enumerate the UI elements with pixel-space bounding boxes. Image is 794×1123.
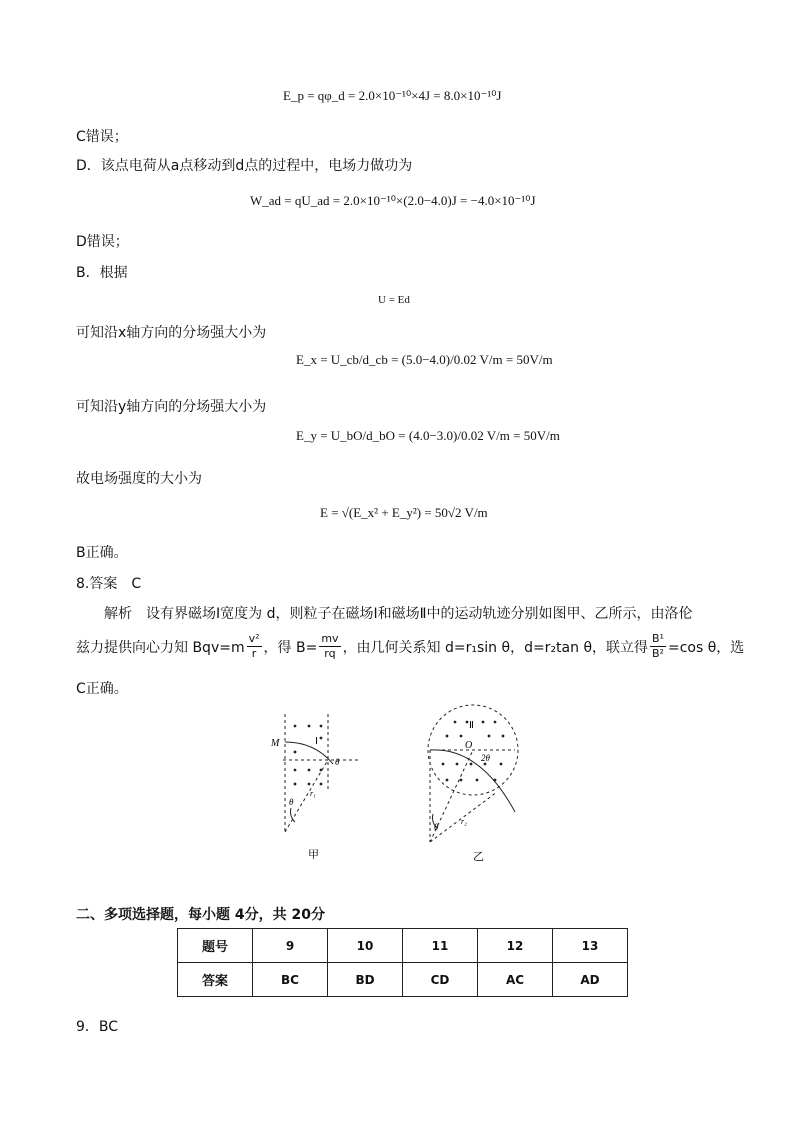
fraction-numerator: v²	[248, 632, 260, 645]
q8-analysis-line3: C正确。	[76, 681, 128, 697]
equation-e: E = √(E_x² + E_y²) = 50√2 V/m	[320, 505, 488, 520]
q8-answer: 8.答案 C	[76, 576, 142, 592]
label-theta: θ	[289, 797, 294, 807]
q8-analysis-line2	[76, 632, 744, 661]
table-cell: CD	[403, 963, 478, 997]
fraction-denominator: rq	[324, 647, 336, 660]
label-field-ii: Ⅱ	[469, 720, 474, 731]
table-cell: 9	[253, 929, 328, 963]
table-cell: BC	[253, 963, 328, 997]
table-cell: BD	[328, 963, 403, 997]
equation-ey: E_y = U_bO/d_bO = (4.0−3.0)/0.02 V/m = 50V/m	[296, 428, 560, 443]
q9-text: 9．BC	[76, 1019, 119, 1035]
table-header-cell: 题号	[178, 929, 253, 963]
analysis-text: ，得 B=	[263, 639, 318, 656]
c-wrong-text: C错误；	[76, 129, 128, 145]
x-intro-text: 可知沿x轴方向的分场强大小为	[76, 325, 267, 341]
fraction-v2-r	[247, 632, 262, 661]
equation-ex: E_x = U_cb/d_cb = (5.0−4.0)/0.02 V/m = 50V/m	[296, 352, 553, 367]
fraction-numerator: mv	[321, 632, 339, 645]
figure-yi	[425, 702, 535, 864]
analysis-text: ，由几何关系知 d=r₁sin θ，d=r₂tan θ，联立得	[342, 639, 649, 656]
table-cell: 10	[328, 929, 403, 963]
analysis-text: 兹力提供向心力知 Bqv=m	[76, 639, 245, 656]
figure-caption-jia: 甲	[308, 848, 319, 861]
equation-text: W_ad = qU_ad = 2.0×10⁻¹⁰×(2.0−4.0)J = −4.0×10⁻¹⁰J	[250, 193, 536, 208]
analysis-text: =cos θ，选	[667, 639, 745, 656]
label-2theta: 2θ	[481, 753, 490, 763]
label-m: M	[271, 738, 280, 749]
figure-caption-yi: 乙	[473, 850, 484, 863]
label-theta: θ	[335, 757, 340, 767]
b-right-text: B正确。	[76, 545, 128, 561]
fraction-b1-b2	[650, 632, 666, 661]
section-2-title: 二、多项选择题，每小题 4分，共 20分	[76, 907, 325, 923]
y-intro-text: 可知沿y轴方向的分场强大小为	[76, 399, 267, 415]
table-cell: 13	[553, 929, 628, 963]
label-theta: θ	[434, 822, 439, 832]
table-cell: 12	[478, 929, 553, 963]
q8-analysis-line1: 解析 设有界磁场Ⅰ宽度为 d，则粒子在磁场Ⅰ和磁场Ⅱ中的运动轨迹分别如图甲、乙所示，由洛伦	[104, 606, 693, 622]
equation-text: E_p = qφ_d = 2.0×10⁻¹⁰×4J = 8.0×10⁻¹⁰J	[283, 88, 502, 103]
figure-jia	[255, 712, 375, 862]
fraction-denominator: r	[251, 647, 257, 660]
table-cell: 11	[403, 929, 478, 963]
answer-table	[177, 928, 628, 997]
d-intro-text: D．该点电荷从a点移动到d点的过程中，电场力做功为	[76, 158, 413, 174]
label-r2: r₂	[461, 817, 467, 826]
table-row	[178, 929, 628, 963]
equation-potential-energy	[283, 88, 502, 104]
equation-work	[250, 193, 536, 209]
table-cell: AC	[478, 963, 553, 997]
table-header-cell: 答案	[178, 963, 253, 997]
b-intro-text: B．根据	[76, 265, 128, 281]
e-intro-text: 故电场强度的大小为	[76, 471, 202, 487]
table-cell: AD	[553, 963, 628, 997]
fraction-numerator: B¹	[652, 632, 664, 645]
table-row	[178, 963, 628, 997]
fraction-mv-rq	[319, 632, 340, 661]
d-wrong-text: D错误；	[76, 234, 129, 250]
equation-u-ed: U = Ed	[378, 294, 410, 306]
label-r1: r₁	[310, 789, 316, 798]
fraction-denominator: B²	[652, 647, 664, 660]
label-o: O	[465, 740, 473, 751]
label-field-i: Ⅰ	[315, 736, 318, 747]
